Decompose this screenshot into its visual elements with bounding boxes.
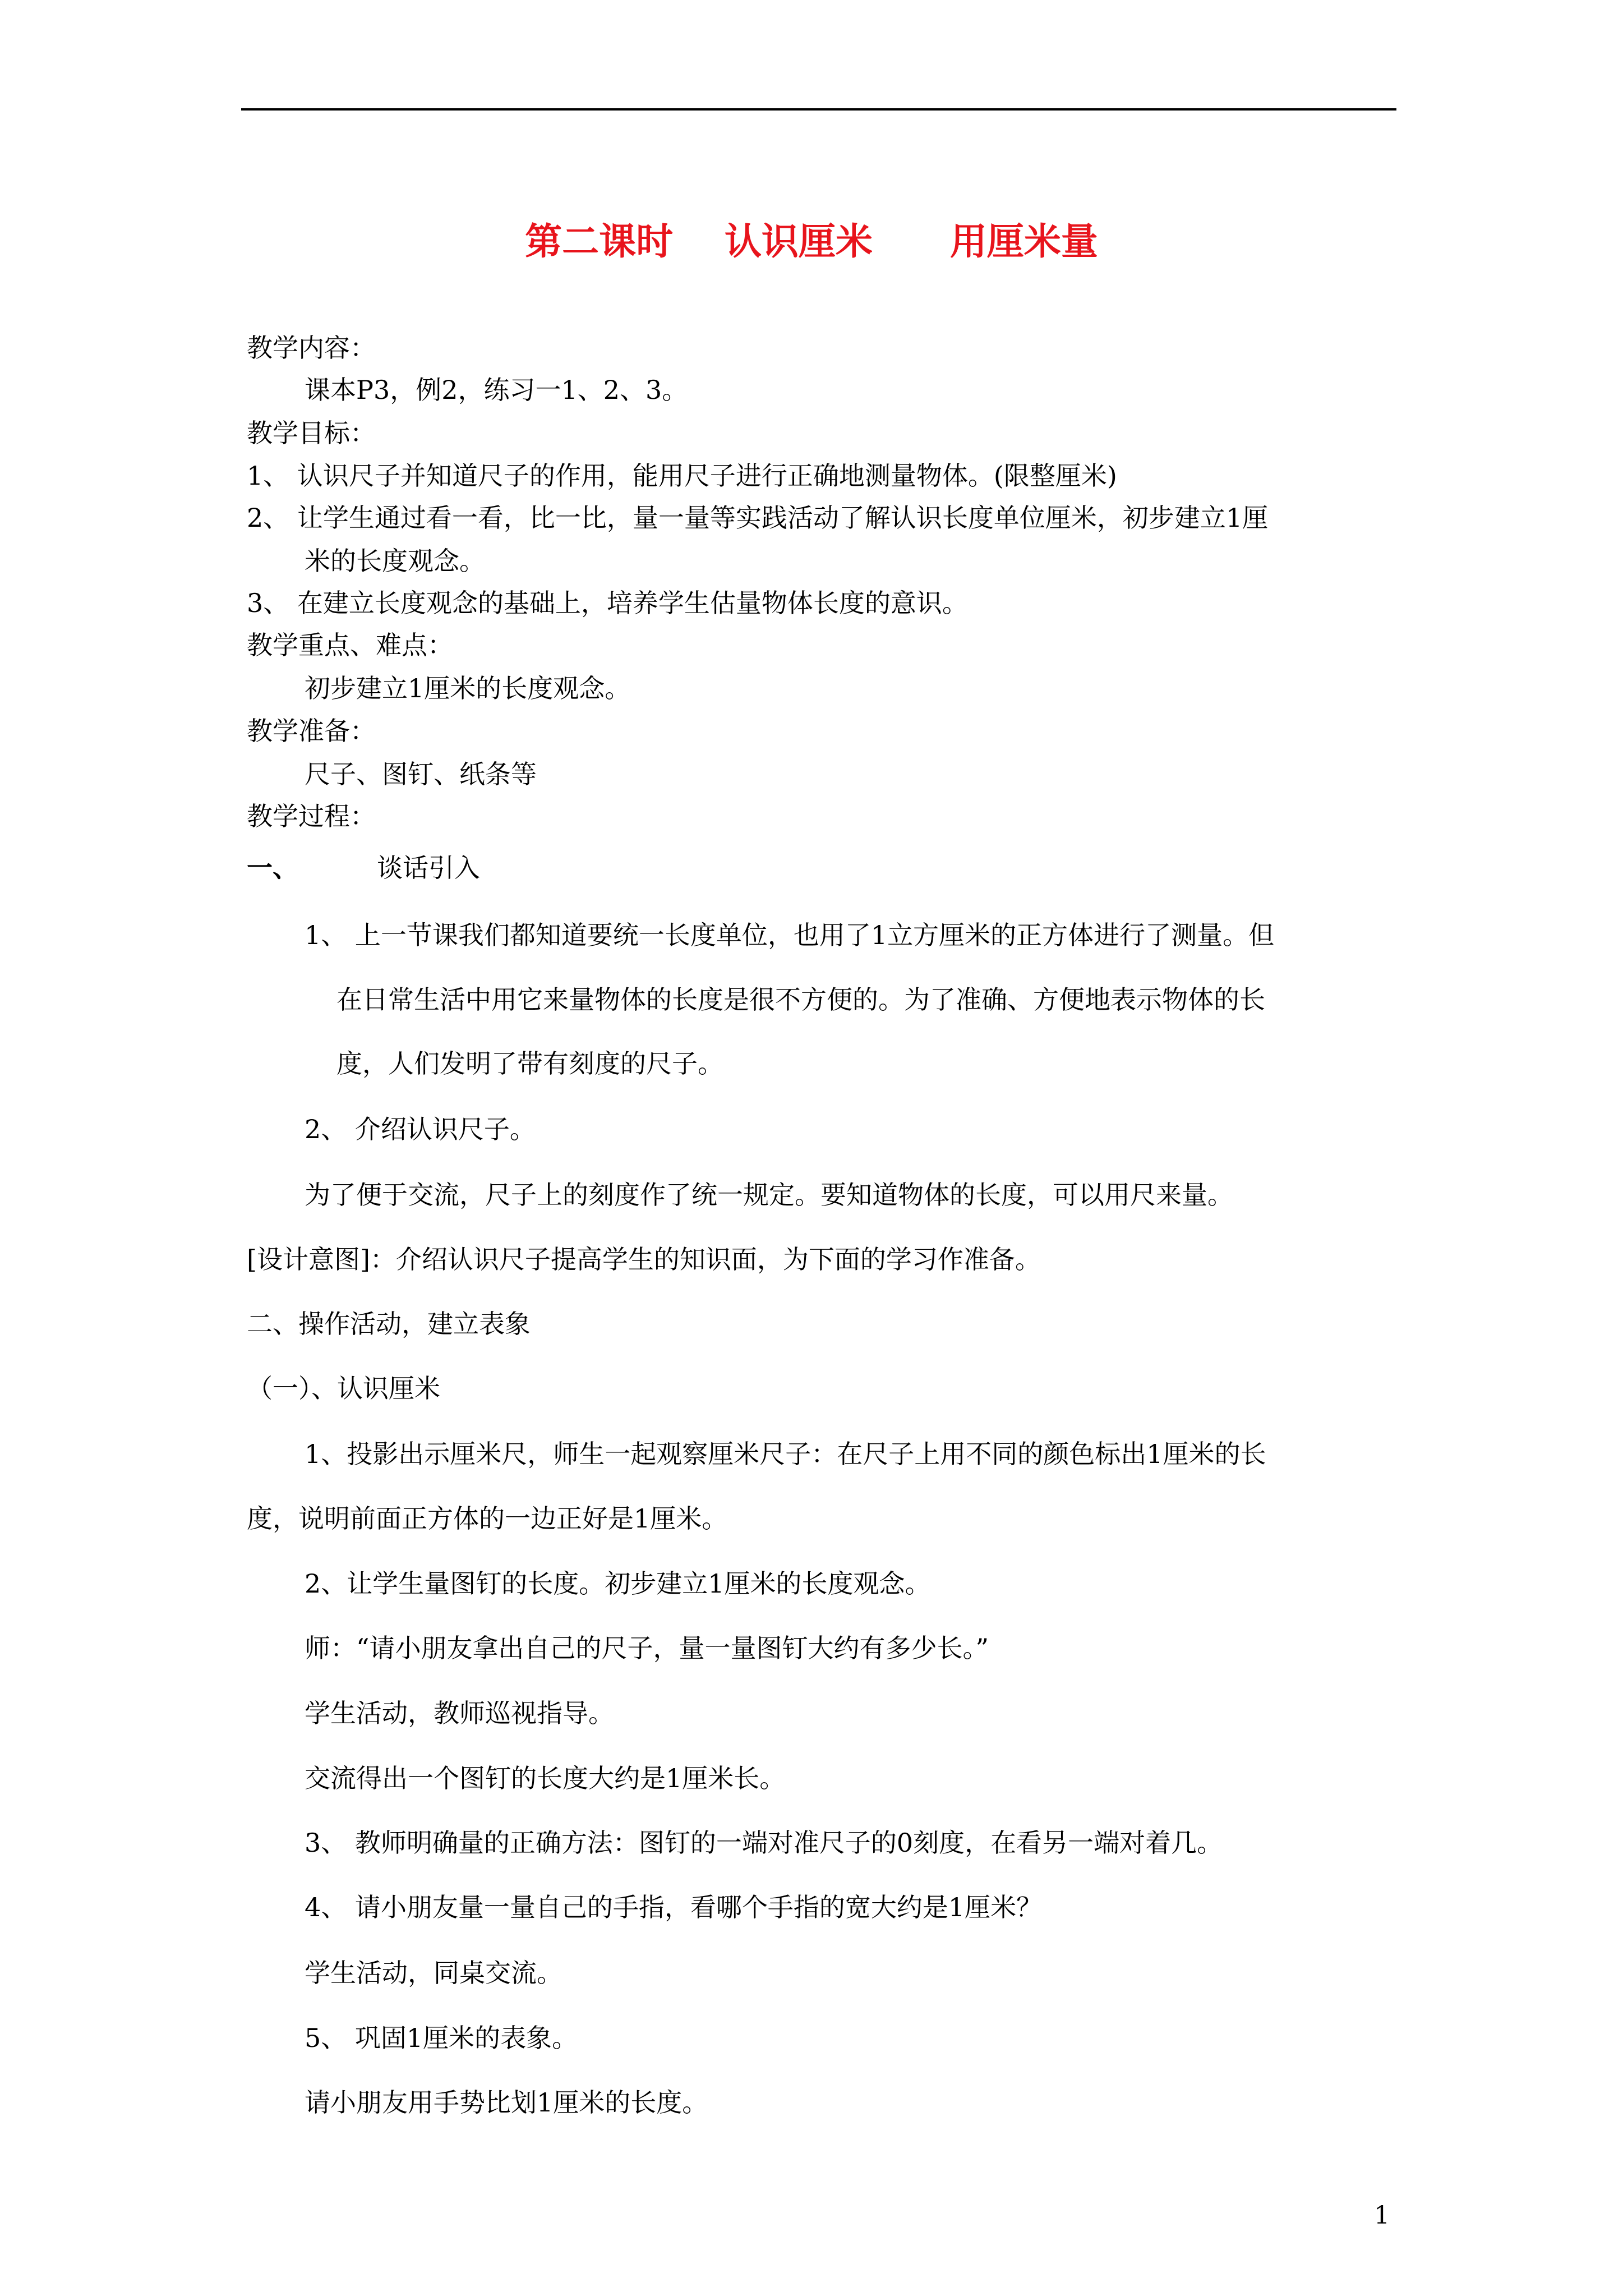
- part2-step4-activity: 学生活动，同桌交流。: [305, 1958, 562, 1988]
- part1-item1-line-3: 度，人们发明了带有刻度的尺子。: [336, 1048, 723, 1079]
- prep-text: 尺子、图钉、纸条等: [305, 759, 537, 789]
- goal-2-line-2: 米的长度观念。: [305, 546, 485, 576]
- page-title: 第二课时 认识厘米 用厘米量: [525, 219, 1098, 263]
- goals-label: 教学目标：: [247, 418, 376, 448]
- goal-1: 1、 认识尺子并知道尺子的作用，能用尺子进行正确地测量物体。(限整厘米): [247, 461, 1117, 491]
- header-rule: [241, 108, 1396, 111]
- part2-step1-line-2: 度，说明前面正方体的一边正好是1厘米。: [247, 1503, 728, 1534]
- part2-step2-activity: 学生活动，教师巡视指导。: [305, 1698, 614, 1728]
- keypoints-text: 初步建立1厘米的长度观念。: [305, 673, 631, 703]
- part2-step2-result: 交流得出一个图钉的长度大约是1厘米长。: [305, 1763, 786, 1793]
- design-intent: [设计意图]：介绍认识尺子提高学生的知识面，为下面的学习作准备。: [247, 1244, 1041, 1274]
- part2-step5-text: 请小朋友用手势比划1厘米的长度。: [305, 2087, 708, 2118]
- part2-step4: 4、 请小朋友量一量自己的手指，看哪个手指的宽大约是1厘米？: [305, 1892, 1043, 1922]
- content-label: 教学内容：: [247, 333, 376, 363]
- prep-label: 教学准备：: [247, 716, 376, 746]
- part1-heading-text: 谈话引入: [377, 853, 480, 883]
- part2-heading: 二、操作活动，建立表象: [247, 1309, 531, 1339]
- keypoints-label: 教学重点、难点：: [247, 630, 453, 660]
- part1-item1-line-1: 1、 上一节课我们都知道要统一长度单位，也用了1立方厘米的正方体进行了测量。但: [305, 920, 1275, 950]
- part1-heading-number: 一、: [247, 853, 298, 883]
- process-label: 教学过程：: [247, 801, 376, 831]
- page-number: 1: [1374, 2201, 1390, 2230]
- part2-subheading: （一）、认识厘米: [247, 1373, 440, 1404]
- part2-step1-line-1: 1、投影出示厘米尺，师生一起观察厘米尺子：在尺子上用不同的颜色标出1厘米的长: [305, 1439, 1266, 1469]
- part2-step5: 5、 巩固1厘米的表象。: [305, 2023, 578, 2053]
- part2-step3: 3、 教师明确量的正确方法：图钉的一端对准尺子的0刻度，在看另一端对着几。: [305, 1828, 1223, 1858]
- part1-heading: [247, 851, 480, 885]
- part2-step2-quote: 师：“请小朋友拿出自己的尺子，量一量图钉大约有多少长。”: [305, 1633, 989, 1663]
- goal-2-line-1: 2、 让学生通过看一看，比一比，量一量等实践活动了解认识长度单位厘米，初步建立1厘: [247, 503, 1269, 533]
- part1-item2: 2、 介绍认识尺子。: [305, 1114, 536, 1144]
- part2-step2: 2、让学生量图钉的长度。初步建立1厘米的长度观念。: [305, 1568, 931, 1599]
- content-text: 课本P3，例2，练习一1、2、3。: [305, 375, 688, 405]
- part1-item1-line-2: 在日常生活中用它来量物体的长度是很不方便的。为了准确、方便地表示物体的长: [336, 984, 1265, 1015]
- goal-3: 3、 在建立长度观念的基础上，培养学生估量物体长度的意识。: [247, 588, 968, 618]
- part1-paragraph: 为了便于交流，尺子上的刻度作了统一规定。要知道物体的长度，可以用尺来量。: [305, 1180, 1233, 1210]
